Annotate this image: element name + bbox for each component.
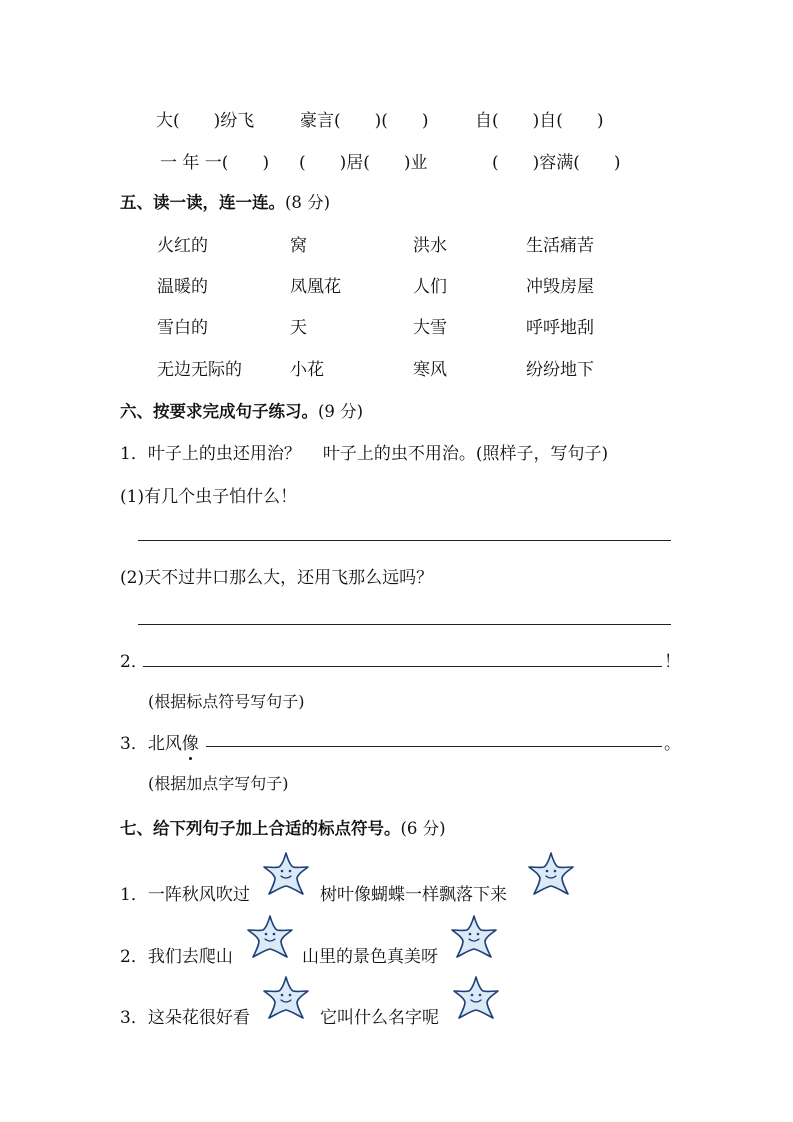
match-c1-r2: 天 — [290, 318, 307, 338]
punct-item-1 — [120, 880, 250, 905]
q1-number: 1． — [120, 444, 148, 464]
punct-item-2-number: 2． — [120, 947, 148, 967]
match-c3-r0: 生活痛苦 — [526, 236, 594, 256]
match-c3-r1: 冲毁房屋 — [526, 277, 594, 297]
section6-title: 六、按要求完成句子练习。 — [120, 402, 318, 421]
punct-item-2-part2: 山里的景色真美呀 — [302, 947, 438, 967]
q1-sub2-answer-line[interactable] — [138, 624, 671, 625]
q3-prefix: 北风 — [147, 734, 182, 754]
smiling-star-icon[interactable] — [527, 850, 575, 896]
q3-line — [120, 729, 199, 754]
match-c2-r1: 人们 — [413, 277, 447, 297]
match-c1-r1: 凤凰花 — [290, 277, 341, 297]
q3-dotted-char: 像 — [182, 729, 199, 754]
punct-item-2 — [120, 942, 233, 967]
section7-points: (6 分) — [400, 819, 446, 838]
match-c1-r0: 窝 — [290, 236, 307, 256]
q1-line — [120, 439, 608, 464]
punct-item-3-part2: 它叫什么名字呢 — [320, 1008, 439, 1028]
q3-end-mark: 。 — [664, 734, 681, 754]
q1-sub2: (2)天不过井口那么大，还用飞那么远吗？ — [120, 568, 434, 588]
match-c2-r3: 寒风 — [413, 360, 447, 380]
punct-item-2-part1: 我们去爬山 — [147, 947, 233, 967]
idiom-6: ( )容满( ) — [492, 153, 621, 173]
section5-title: 五、读一读，连一连。 — [120, 193, 285, 212]
match-c0-r1: 温暖的 — [157, 277, 208, 297]
idiom-2: 豪言( )( ) — [300, 111, 429, 131]
idiom-4: 一 年 一( ) — [160, 153, 270, 173]
q2-number: 2． — [120, 652, 148, 672]
match-c3-r2: 呼呼地刮 — [526, 318, 594, 338]
match-c0-r0: 火红的 — [157, 236, 208, 256]
match-c0-r3: 无边无际的 — [157, 360, 242, 380]
q3-note: (根据加点字写句子) — [148, 774, 289, 793]
q2-end-mark: ！ — [664, 652, 681, 672]
section7-heading — [120, 815, 446, 839]
q2-answer-line[interactable] — [143, 666, 662, 667]
idiom-5: ( )居( )业 — [299, 153, 428, 173]
q3-number: 3． — [120, 734, 148, 754]
q1-instruction: (照样子，写句子) — [475, 444, 609, 464]
smiling-star-icon[interactable] — [452, 974, 500, 1020]
section6-heading — [120, 398, 363, 422]
smiling-star-icon[interactable] — [246, 913, 294, 959]
q1-sub1-answer-line[interactable] — [138, 540, 671, 541]
punct-item-3 — [120, 1003, 250, 1028]
section7-title: 七、给下列句子加上合适的标点符号。 — [120, 819, 401, 838]
section5-heading — [120, 189, 330, 213]
punct-item-3-number: 3． — [120, 1008, 148, 1028]
smiling-star-icon[interactable] — [450, 913, 498, 959]
match-c1-r3: 小花 — [290, 360, 324, 380]
punct-item-1-part1: 一阵秋风吹过 — [147, 885, 250, 905]
match-c2-r2: 大雪 — [413, 318, 447, 338]
smiling-star-icon[interactable] — [262, 850, 310, 896]
match-c3-r3: 纷纷地下 — [526, 360, 594, 380]
q1-example-b: 叶子上的虫不用治。 — [322, 444, 476, 464]
idiom-1: 大( )纷飞 — [156, 111, 255, 131]
q3-answer-line[interactable] — [206, 746, 662, 747]
q2-note: (根据标点符号写句子) — [148, 692, 305, 711]
q1-sub1: (1)有几个虫子怕什么！ — [120, 487, 298, 507]
punct-item-3-part1: 这朵花很好看 — [147, 1008, 250, 1028]
match-c2-r0: 洪水 — [413, 236, 447, 256]
q1-example-a: 叶子上的虫还用治？ — [147, 444, 301, 464]
punct-item-1-part2: 树叶像蝴蝶一样飘落下来 — [320, 885, 507, 905]
punct-item-1-number: 1． — [120, 885, 148, 905]
section5-points: (8 分) — [285, 193, 331, 212]
smiling-star-icon[interactable] — [262, 974, 310, 1020]
section6-points: (9 分) — [318, 402, 364, 421]
match-c0-r2: 雪白的 — [157, 318, 208, 338]
idiom-3: 自( )自( ) — [475, 111, 604, 131]
